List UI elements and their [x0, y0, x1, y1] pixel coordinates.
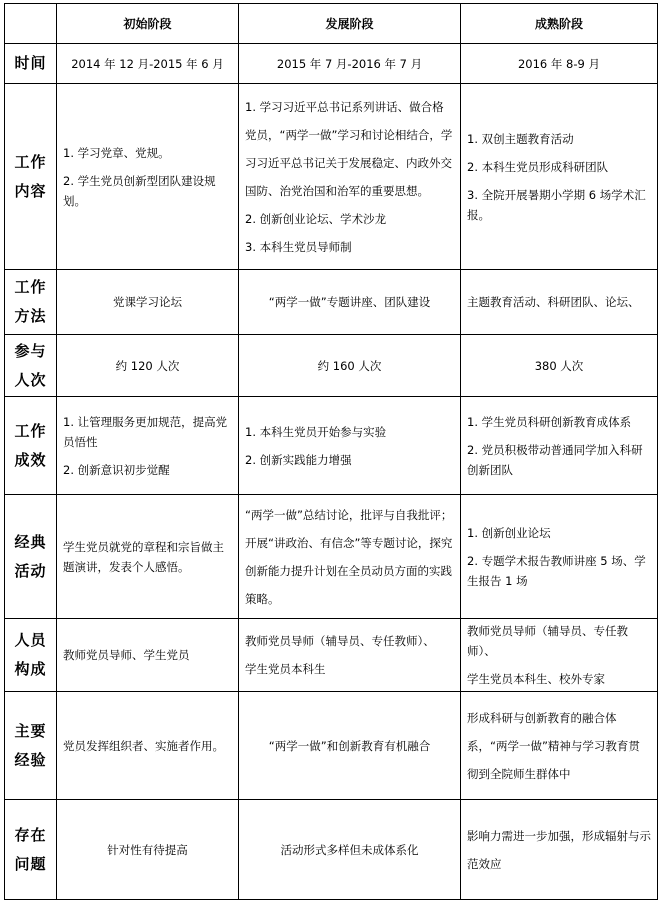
effect-stage-3: 1. 学生党员科研创新教育成体系 2. 党员积极带动普通同学加入科研创新团队	[461, 397, 658, 495]
activity-stage-3: 1. 创新创业论坛 2. 专题学术报告教师讲座 5 场、学生报告 1 场	[461, 495, 658, 619]
staff-stage-2: 教师党员导师（辅导员、专任教师）、 学生党员本科生	[239, 619, 461, 692]
header-stage-1: 初始阶段	[57, 4, 239, 44]
problem-stage-1: 针对性有待提高	[57, 800, 239, 900]
problem-stage-3: 影响力需进一步加强，形成辐射与示范效应	[461, 800, 658, 900]
staff-stage-1: 教师党员导师、学生党员	[57, 619, 239, 692]
content-stage-2: 1. 学习习近平总书记系列讲话、做合格党员，“两学一做”学习和讨论相结合，学习习近平总书记关于发展稳定、内政外交国防、治党治国和治军的重要思想。 2. 创新创业论坛、学术沙龙 3. 本科生党员导师制	[239, 84, 461, 270]
time-stage-1: 2014 年 12 月-2015 年 6 月	[57, 44, 239, 84]
problem-row	[5, 800, 658, 900]
time-row	[5, 44, 658, 84]
row-label-experience: 主要 经验	[5, 692, 57, 800]
stage-comparison-table	[4, 3, 658, 900]
activity-stage-2: “两学一做”总结讨论，批评与自我批评；开展“讲政治、有信念”等专题讨论，探究创新能力提升计划在全员动员方面的实践策略。	[239, 495, 461, 619]
content-row	[5, 84, 658, 270]
experience-stage-1: 党员发挥组织者、实施者作用。	[57, 692, 239, 800]
header-stage-2: 发展阶段	[239, 4, 461, 44]
method-row	[5, 270, 658, 335]
participants-stage-1: 约 120 人次	[57, 335, 239, 397]
effect-stage-1: 1. 让管理服务更加规范，提高党员悟性 2. 创新意识初步觉醒	[57, 397, 239, 495]
activity-row	[5, 495, 658, 619]
row-label-problem: 存在 问题	[5, 800, 57, 900]
row-label-participants: 参与 人次	[5, 335, 57, 397]
experience-stage-2: “两学一做”和创新教育有机融合	[239, 692, 461, 800]
header-row	[5, 4, 658, 44]
time-stage-3: 2016 年 8-9 月	[461, 44, 658, 84]
staff-row	[5, 619, 658, 692]
method-stage-2: “两学一做”专题讲座、团队建设	[239, 270, 461, 335]
row-label-content: 工作 内容	[5, 84, 57, 270]
row-label-effect: 工作 成效	[5, 397, 57, 495]
method-stage-1: 党课学习论坛	[57, 270, 239, 335]
row-label-activity: 经典 活动	[5, 495, 57, 619]
corner-cell	[5, 4, 57, 44]
experience-stage-3: 形成科研与创新教育的融合体系，“两学一做”精神与学习教育贯彻到全院师生群体中	[461, 692, 658, 800]
content-stage-1: 1. 学习党章、党规。 2. 学生党员创新型团队建设规划。	[57, 84, 239, 270]
row-label-staff: 人员 构成	[5, 619, 57, 692]
experience-row	[5, 692, 658, 800]
row-label-method: 工作 方法	[5, 270, 57, 335]
header-stage-3: 成熟阶段	[461, 4, 658, 44]
time-stage-2: 2015 年 7 月-2016 年 7 月	[239, 44, 461, 84]
participants-row	[5, 335, 658, 397]
participants-stage-2: 约 160 人次	[239, 335, 461, 397]
content-stage-3: 1. 双创主题教育活动 2. 本科生党员形成科研团队 3. 全院开展暑期小学期 6 场学术汇报。	[461, 84, 658, 270]
effect-row	[5, 397, 658, 495]
row-label-time: 时间	[5, 44, 57, 84]
participants-stage-3: 380 人次	[461, 335, 658, 397]
staff-stage-3: 教师党员导师（辅导员、专任教师）、 学生党员本科生、校外专家	[461, 619, 658, 692]
problem-stage-2: 活动形式多样但未成体系化	[239, 800, 461, 900]
activity-stage-1: 学生党员就党的章程和宗旨做主题演讲，发表个人感悟。	[57, 495, 239, 619]
method-stage-3: 主题教育活动、科研团队、论坛、	[461, 270, 658, 335]
effect-stage-2: 1. 本科生党员开始参与实验 2. 创新实践能力增强	[239, 397, 461, 495]
